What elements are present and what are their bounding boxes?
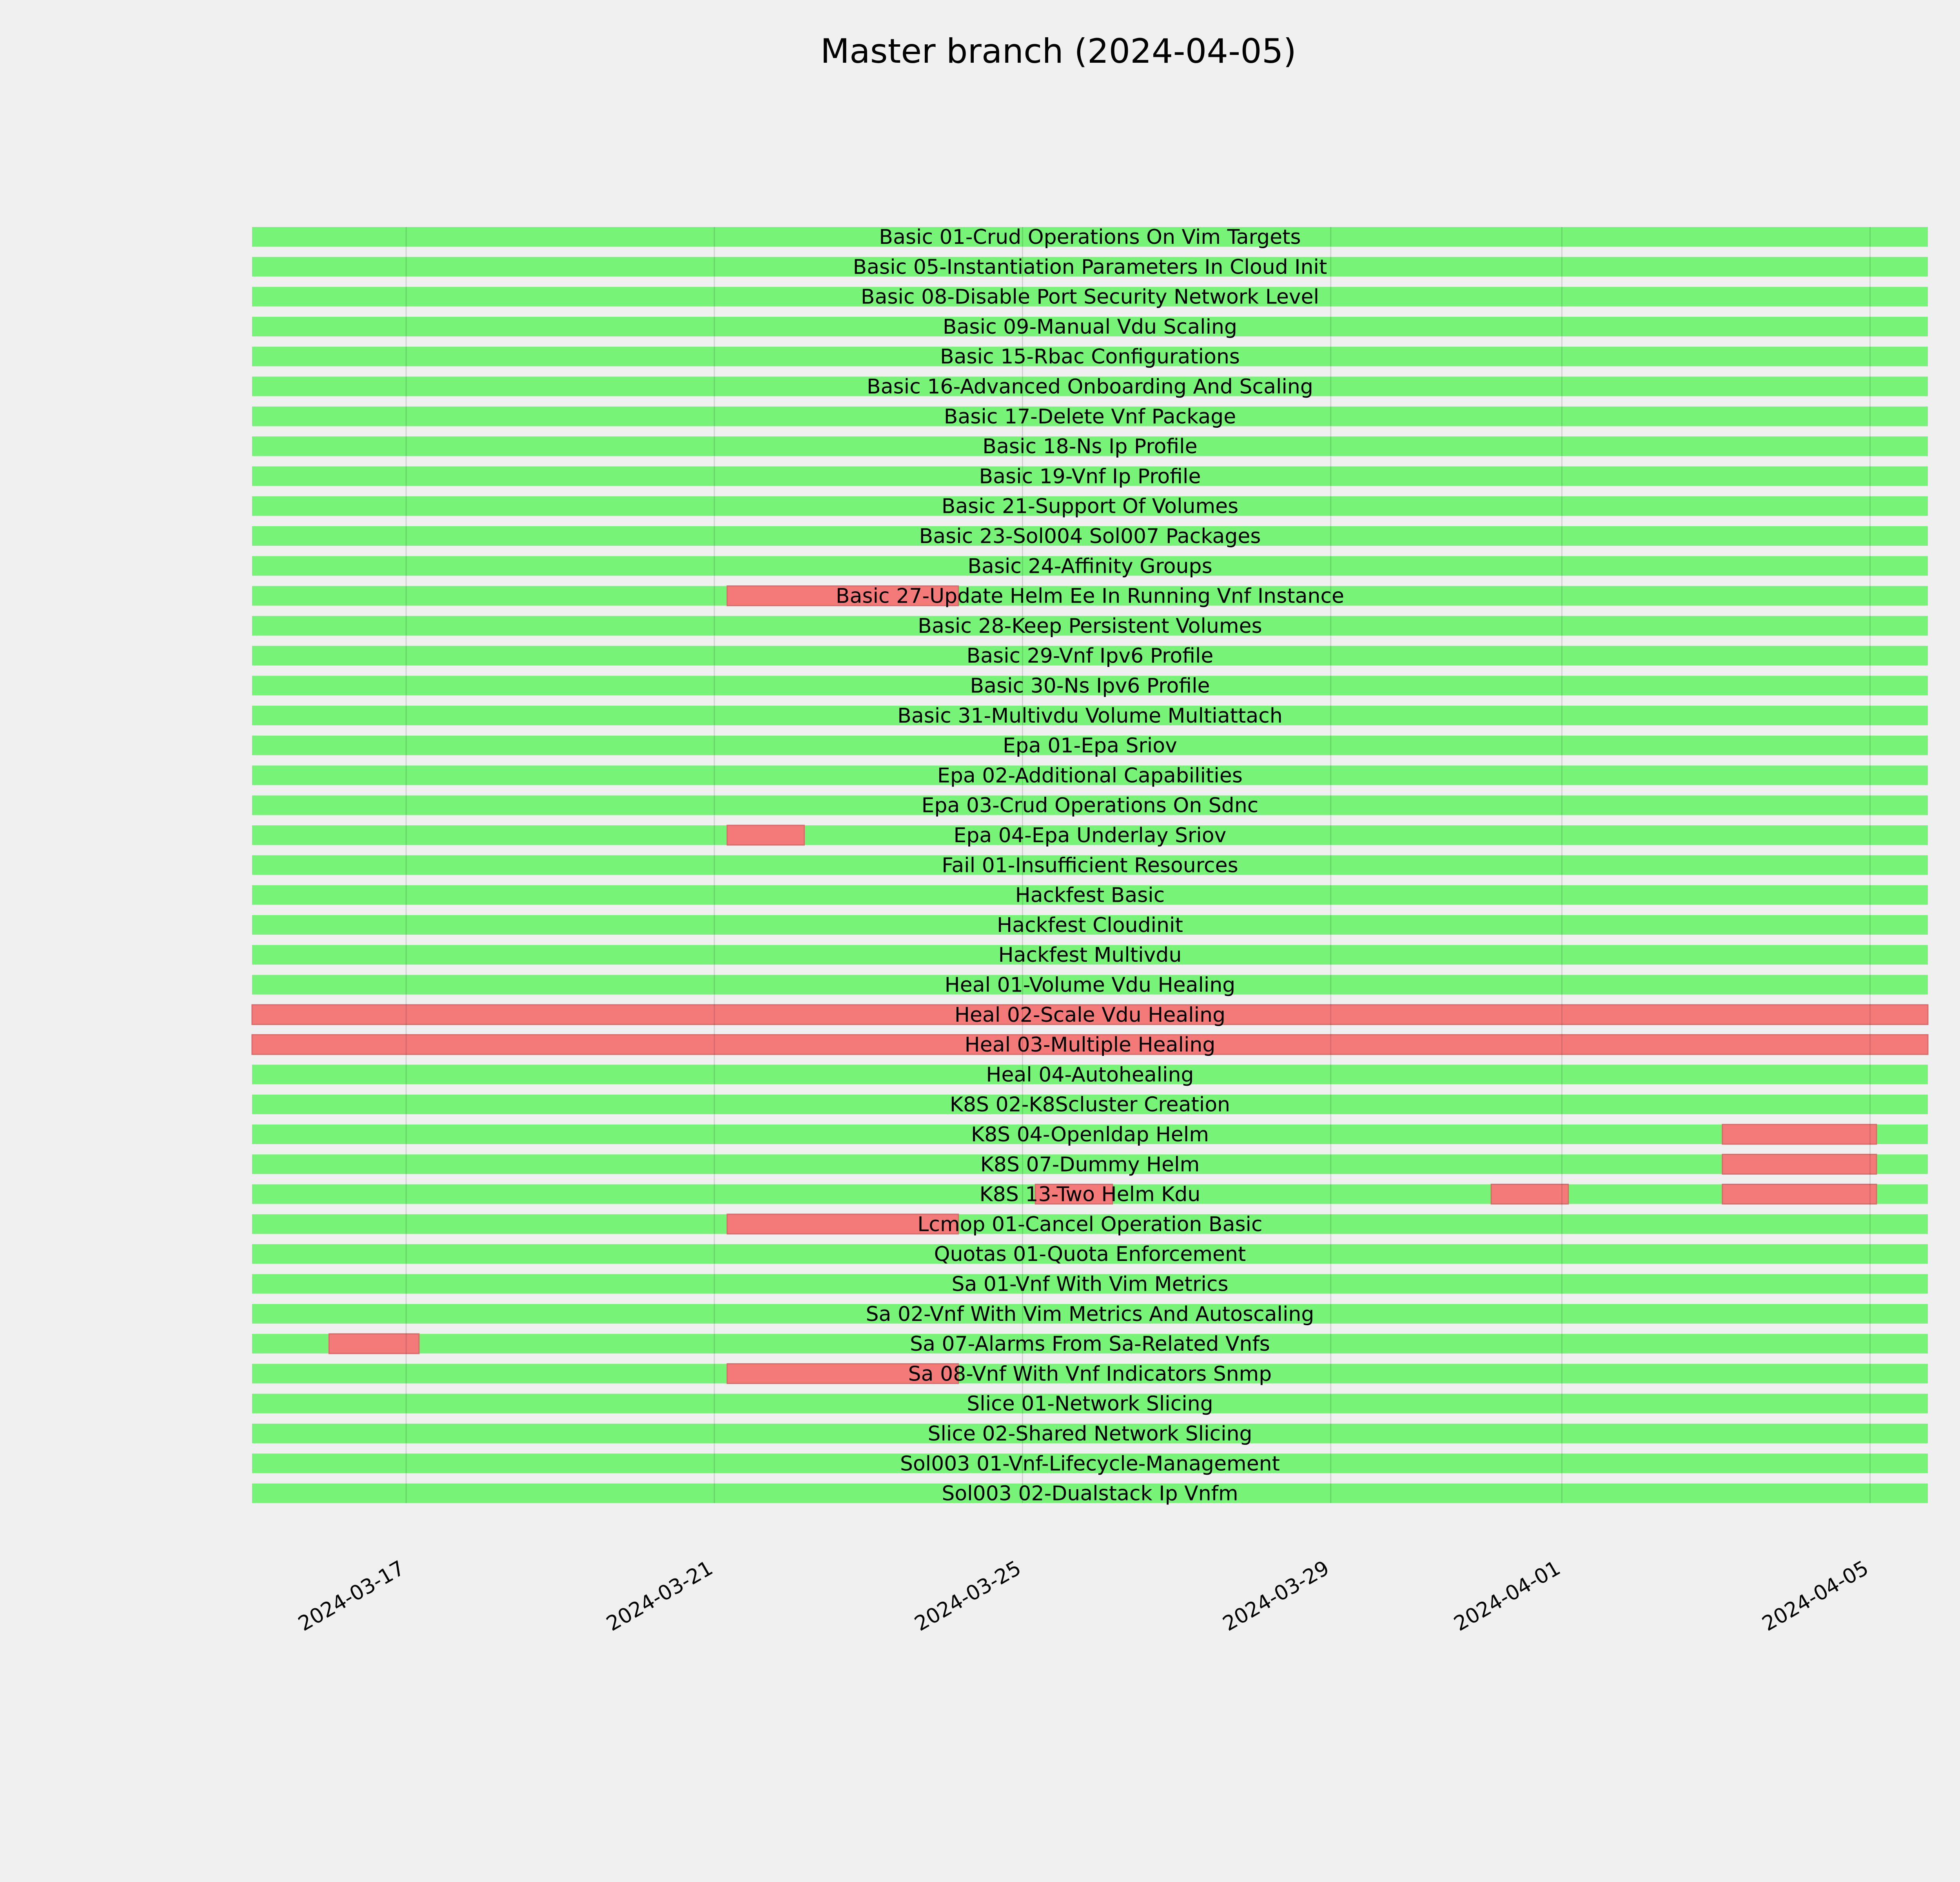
row-label: Epa 02-Additional Capabilities	[937, 764, 1243, 788]
row-label: Fail 01-Insufficient Resources	[942, 854, 1238, 877]
x-tick-label: 2024-03-29	[1219, 1556, 1334, 1636]
x-tick-label: 2024-03-25	[911, 1556, 1025, 1636]
row-label: Sol003 02-Dualstack Ip Vnfm	[942, 1482, 1238, 1506]
row-label: Basic 27-Update Helm Ee In Running Vnf Instance	[835, 584, 1345, 608]
fail-bar	[1722, 1184, 1877, 1204]
row-label: Hackfest Cloudinit	[997, 913, 1183, 937]
x-tick-label: 2024-03-21	[603, 1556, 717, 1636]
row-label: Basic 01-Crud Operations On Vim Targets	[879, 225, 1301, 249]
fail-bar	[329, 1334, 419, 1353]
row-label: Basic 08-Disable Port Security Network Level	[860, 285, 1319, 309]
x-tick-label: 2024-03-17	[294, 1556, 409, 1636]
row-label: K8S 13-Two Helm Kdu	[979, 1183, 1201, 1206]
row-label: Sa 02-Vnf With Vim Metrics And Autoscaling	[866, 1302, 1314, 1326]
row-label: Basic 19-Vnf Ip Profile	[979, 465, 1201, 489]
row-label: Heal 02-Scale Vdu Healing	[954, 1003, 1226, 1027]
row-label: Basic 30-Ns Ipv6 Profile	[970, 674, 1210, 698]
fail-bar	[727, 825, 804, 845]
row-label: Basic 21-Support Of Volumes	[941, 494, 1239, 518]
row-label: Basic 23-Sol004 Sol007 Packages	[919, 525, 1261, 548]
row-label: Basic 05-Instantiation Parameters In Cloud Init	[853, 255, 1327, 279]
row-label: Sa 08-Vnf With Vnf Indicators Snmp	[908, 1362, 1272, 1386]
row-label: Epa 01-Epa Sriov	[1003, 734, 1177, 758]
row-label: Sol003 01-Vnf-Lifecycle-Management	[900, 1452, 1280, 1476]
fail-bar	[1722, 1124, 1877, 1144]
row-label: Basic 24-Affinity Groups	[967, 554, 1212, 578]
x-tick-label: 2024-04-05	[1758, 1556, 1873, 1636]
row-label: Basic 15-Rbac Configurations	[940, 345, 1240, 369]
row-label: Hackfest Basic	[1015, 883, 1165, 907]
fail-bar	[1722, 1154, 1877, 1174]
row-label: Basic 28-Keep Persistent Volumes	[918, 614, 1262, 638]
row-label: Sa 07-Alarms From Sa-Related Vnfs	[910, 1332, 1270, 1356]
row-label: Lcmop 01-Cancel Operation Basic	[917, 1212, 1263, 1236]
row-label: Slice 01-Network Slicing	[967, 1392, 1213, 1416]
row-label: K8S 07-Dummy Helm	[980, 1153, 1200, 1177]
x-tick-label: 2024-04-01	[1450, 1556, 1564, 1636]
row-label: K8S 02-K8Scluster Creation	[949, 1093, 1230, 1117]
row-label: Hackfest Multivdu	[998, 943, 1182, 967]
row-label: Sa 01-Vnf With Vim Metrics	[951, 1272, 1229, 1296]
row-label: Epa 04-Epa Underlay Sriov	[953, 824, 1227, 847]
row-label: Basic 16-Advanced Onboarding And Scaling	[867, 375, 1313, 399]
row-label: Epa 03-Crud Operations On Sdnc	[921, 794, 1259, 817]
chart-title: Master branch (2024-04-05)	[820, 32, 1297, 71]
row-label: Heal 03-Multiple Healing	[964, 1033, 1216, 1057]
row-label: Slice 02-Shared Network Slicing	[927, 1422, 1252, 1446]
row-label: Heal 01-Volume Vdu Healing	[944, 973, 1236, 997]
row-label: Quotas 01-Quota Enforcement	[934, 1243, 1246, 1266]
row-label: Basic 09-Manual Vdu Scaling	[942, 315, 1238, 339]
row-label: Basic 17-Delete Vnf Package	[944, 405, 1236, 429]
row-label: Basic 29-Vnf Ipv6 Profile	[966, 644, 1214, 668]
row-label: K8S 04-Openldap Helm	[971, 1123, 1209, 1146]
row-label: Basic 31-Multivdu Volume Multiattach	[897, 704, 1283, 728]
row-label: Heal 04-Autohealing	[986, 1063, 1194, 1087]
row-label: Basic 18-Ns Ip Profile	[982, 435, 1198, 459]
fail-bar	[1491, 1184, 1568, 1204]
